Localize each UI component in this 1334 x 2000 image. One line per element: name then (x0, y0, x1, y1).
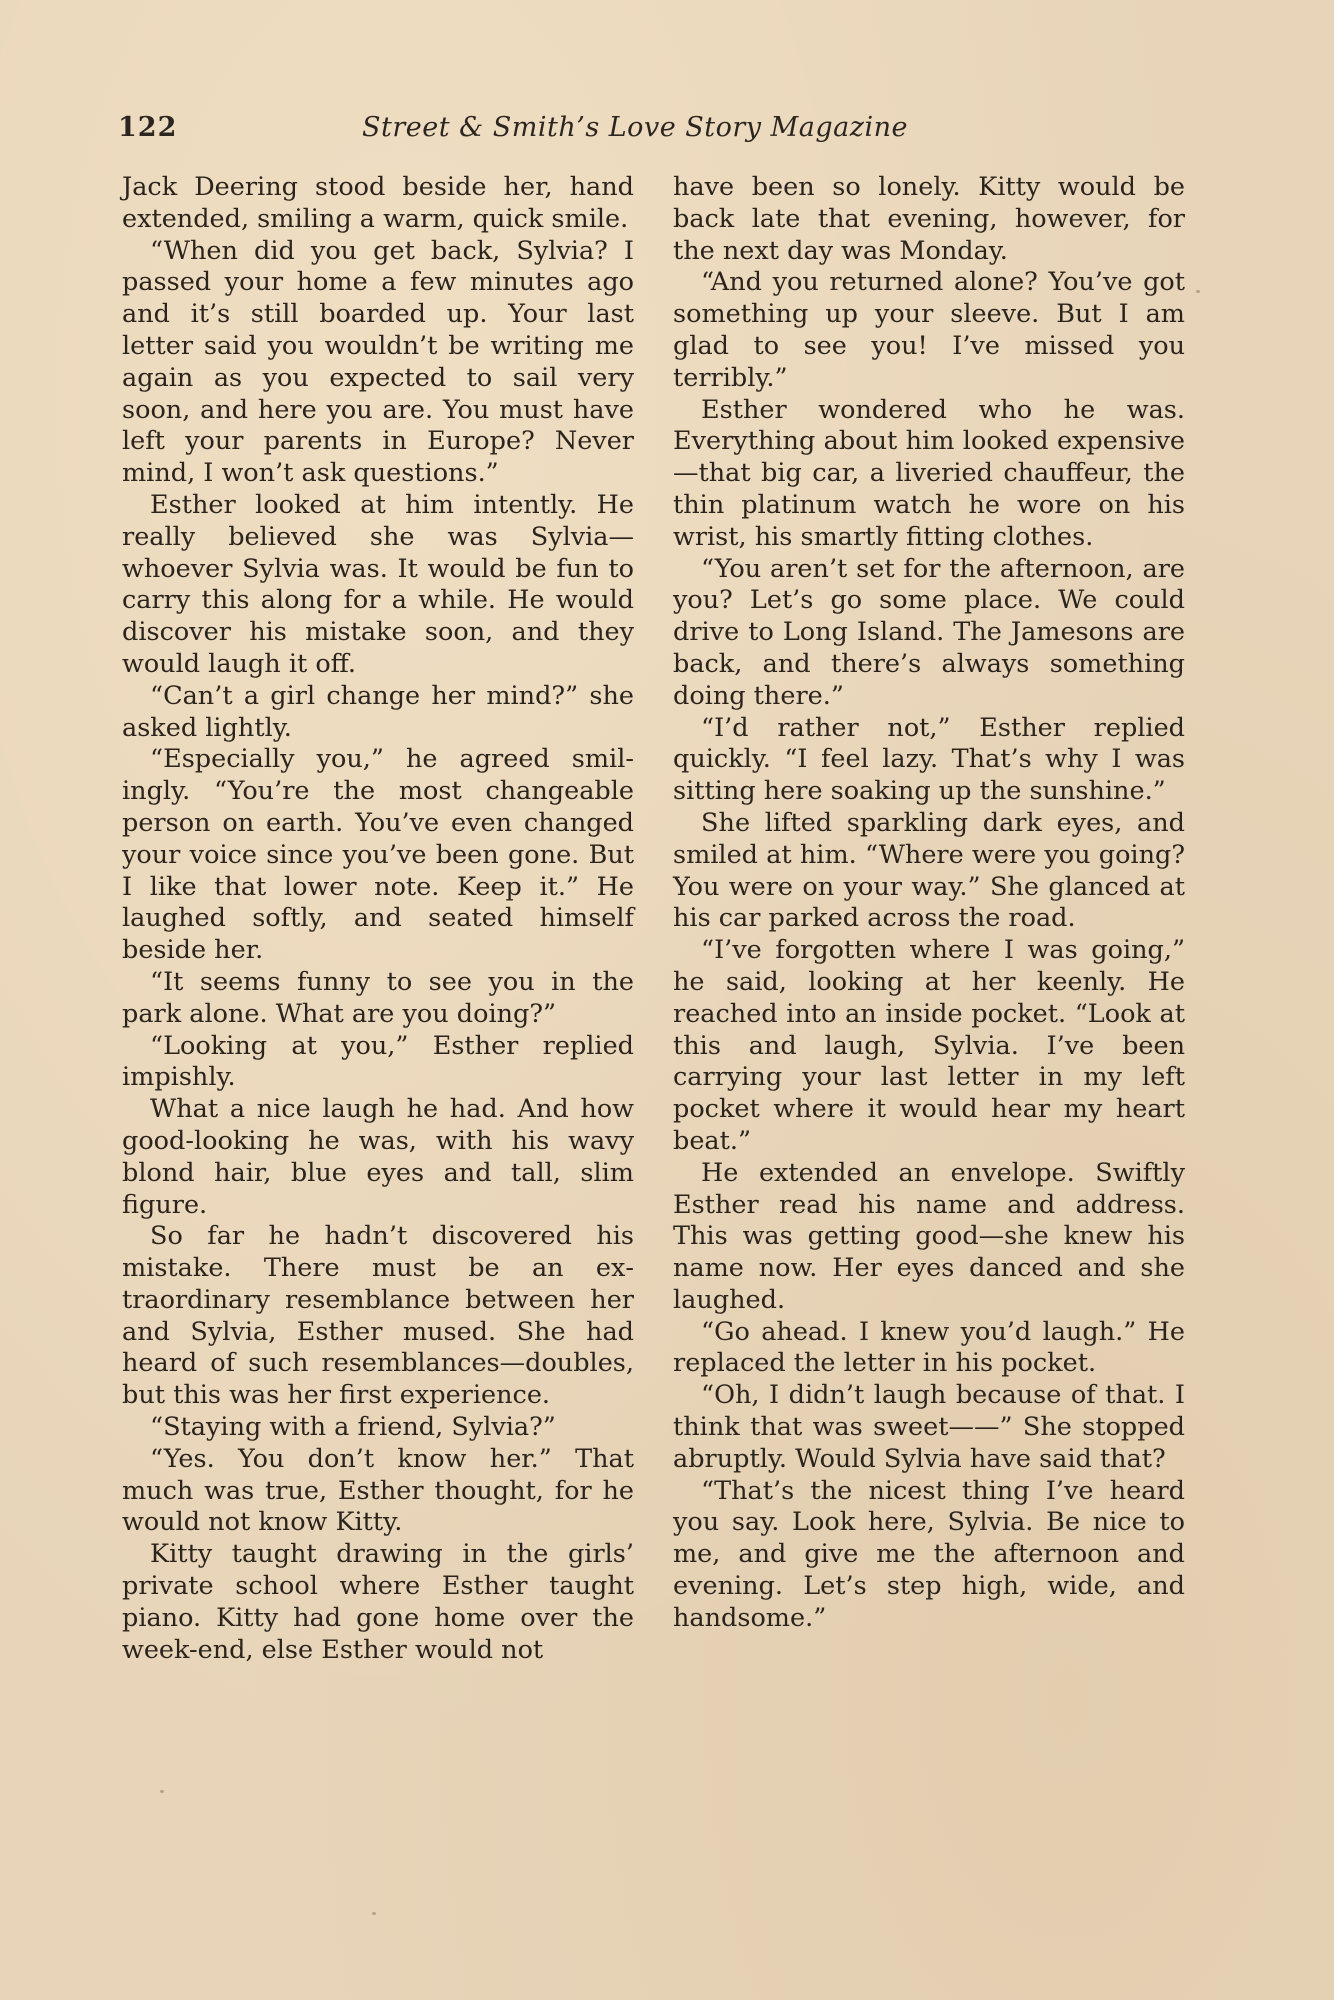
page-number: 122 (118, 112, 178, 143)
paragraph: So far he hadn’t discovered his mistake. There must be an extraordinary resemblance between her and Sylvia, Esther mused. She had heard of such resemblances—doubles, but this was her first experience. (122, 1221, 634, 1411)
paragraph: “I’ve forgotten where I was going,” he said, looking at her keenly. He reached into an inside pocket. “Look at this and laugh, Sylvia. I’ve been carrying your last letter in my left pocket where it would hear my heart beat.” (673, 935, 1185, 1156)
paragraph: “When did you get back, Sylvia? I passed your home a few minutes ago and it’s still boarded up. Your last letter said you wouldn’t be writing me again as you expected to sail very soon, and here you are. You must have left your parents in Europe? Never mind, I won’t ask questions.” (122, 235, 634, 489)
page-header (118, 108, 1198, 148)
paragraph: “And you returned alone? You’ve got something up your sleeve. But I am glad to see you! I’ve missed you terribly.” (673, 267, 1185, 393)
paragraph: Esther looked at him intently. He really believed she was Sylvia—whoever Sylvia was. It would be fun to carry this along for a while. He would discover his mistake soon, and they would laugh it off. (122, 489, 634, 679)
paragraph: “Looking at you,” Esther replied impishly. (122, 1030, 634, 1093)
paragraph: She lifted sparkling dark eyes, and smiled at him. “Where were you going? You were on your way.” She glanced at his car parked across the road. (673, 807, 1185, 934)
paragraph: “That’s the nicest thing I’ve heard you say. Look here, Sylvia. Be nice to me, and give me the afternoon and evening. Let’s step high, wide, and handsome.” (673, 1475, 1185, 1633)
paragraph: “Go ahead. I knew you’d laugh.” He replaced the letter in his pocket. (673, 1316, 1185, 1379)
paper-speck (372, 1912, 376, 1915)
right-column (673, 172, 1185, 1635)
paragraph: “It seems funny to see you in the park alone. What are you doing?” (122, 966, 634, 1029)
paragraph: “Oh, I didn’t laugh because of that. I think that was sweet——” She stopped abruptly. Would Sylvia have said that? (673, 1380, 1185, 1474)
paper-speck (160, 1790, 164, 1793)
paragraph: “Especially you,” he agreed smilingly. “You’re the most changeable person on earth. You’ve even changed your voice since you’ve been gone. But I like that lower note. Keep it.” He laughed softly, and seated himself beside her. (122, 744, 634, 966)
paragraph: have been so lonely. Kitty would be back late that evening, however, for the next day was Monday. (673, 172, 1185, 266)
paragraph: Jack Deering stood beside her, hand extended, smiling a warm, quick smile. (122, 172, 634, 234)
paragraph: “Can’t a girl change her mind?” she asked lightly. (122, 680, 634, 743)
paragraph: “Staying with a friend, Sylvia?” (150, 1412, 556, 1443)
paper-speck (1196, 290, 1200, 293)
paragraph: “I’d rather not,” Esther replied quickly. “I feel lazy. That’s why I was sitting here soaking up the sunshine.” (673, 712, 1185, 807)
left-column (122, 172, 634, 1666)
paragraph: He extended an envelope. Swiftly Esther read his name and address. This was getting good—she knew his name now. Her eyes danced and she laughed. (673, 1157, 1185, 1315)
paragraph: Kitty taught drawing in the girls’ private school where Esther taught piano. Kitty had gone home over the week-end, else Esther would not (122, 1539, 634, 1665)
paragraph: “You aren’t set for the afternoon, are you? Let’s go some place. We could drive to Long Island. The Jamesons are back, and there’s always something doing there.” (673, 553, 1185, 711)
running-title: Street & Smith’s Love Story Magazine (362, 112, 908, 143)
paragraph: Esther wondered who he was. Everything about him looked expensive—that big car, a liveried chauffeur, the thin platinum watch he wore on his wrist, his smartly fitting clothes. (673, 394, 1185, 552)
paragraph: “Yes. You don’t know her.” That much was true, Esther thought, for he would not know Kitty. (122, 1443, 634, 1538)
paragraph: What a nice laugh he had. And how good-looking he was, with his wavy blond hair, blue eyes and tall, slim figure. (122, 1094, 634, 1220)
